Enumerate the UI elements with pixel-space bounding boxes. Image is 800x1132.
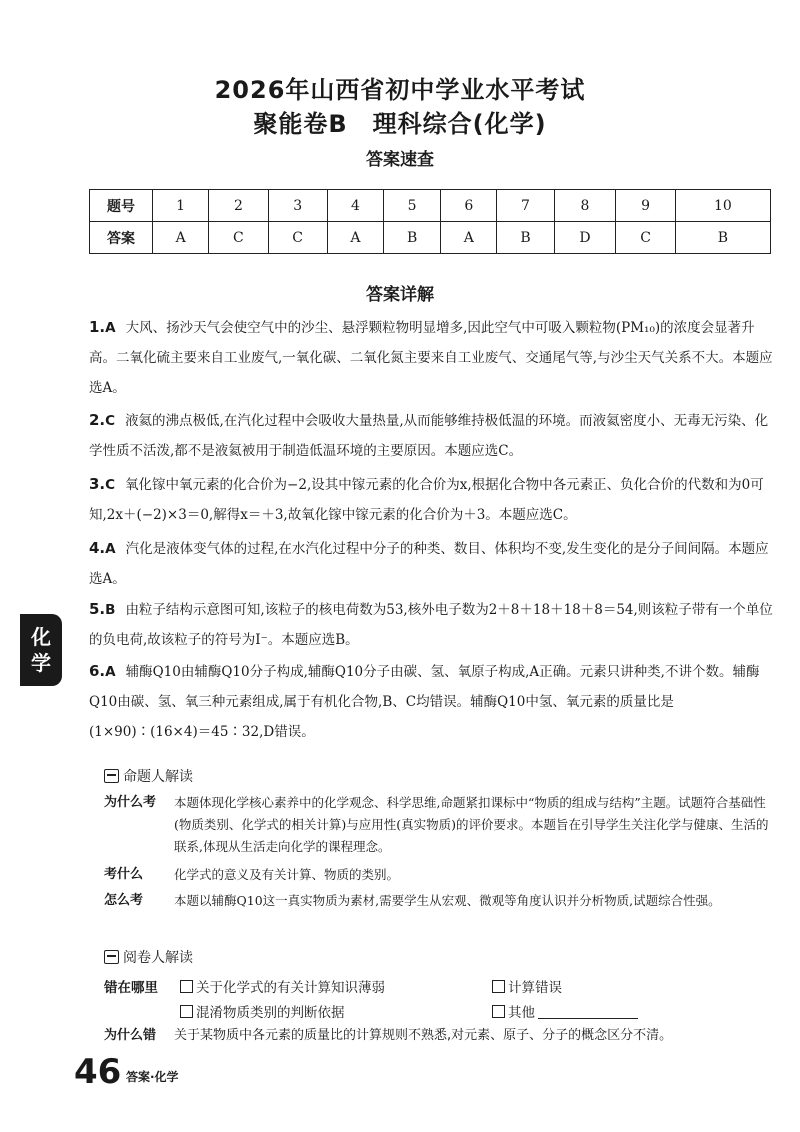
answer-table — [89, 189, 771, 254]
explanation-text: 氧化镓中氧元素的化合价为−2,设其中镓元素的化合价为x,根据化合物中各元素正、负化合价的代数和为0可知,2x＋(−2)×3＝0,解得x＝＋3,故氧化镓中镓元素的化合价为＋3。本题应选C。 — [89, 477, 764, 523]
answer-explanation-1 — [89, 312, 779, 403]
option-label: 其他 — [508, 1005, 535, 1021]
answer-cell: C — [616, 222, 675, 254]
question-answer: C — [105, 477, 116, 493]
error-reason-label: 为什么错 — [104, 1028, 157, 1043]
question-number-cell: 10 — [675, 190, 770, 222]
notepad-icon — [104, 950, 119, 964]
answer-explanation-2 — [89, 405, 779, 466]
question-number-cell: 5 — [384, 190, 441, 222]
answer-cell: B — [675, 222, 770, 254]
option-label: 计算错误 — [508, 980, 562, 996]
error-option-other[interactable] — [492, 1001, 638, 1021]
question-number: 3. — [89, 475, 106, 493]
question-number-cell: 8 — [554, 190, 616, 222]
question-number: 2. — [89, 411, 106, 429]
question-number-cell: 3 — [268, 190, 327, 222]
explanation-text: 大风、扬沙天气会使空气中的沙尘、悬浮颗粒物明显增多,因此空气中可吸入颗粒物(PM₁₀)的浓度会显著升高。二氧化硫主要来自工业废气,一氧化碳、二氧化氮主要来自工业废气、交通尾气等,与沙尘天气关系不大。本题应选A。 — [89, 320, 773, 396]
answer-explanation-4 — [89, 533, 779, 594]
option-label: 关于化学式的有关计算知识薄弱 — [196, 980, 385, 996]
answer-cell: A — [153, 222, 209, 254]
grader-notes-heading — [104, 947, 193, 967]
exam-title: 2026年山西省初中学业水平考试 — [214, 76, 586, 104]
answer-cell: A — [441, 222, 497, 254]
footer-label: 答案·化学 — [126, 1070, 179, 1084]
question-row-label: 题号 — [90, 190, 153, 222]
note-text: 化学式的意义及有关计算、物质的类别。 — [174, 867, 400, 882]
question-number-cell: 1 — [153, 190, 209, 222]
checkbox-icon — [492, 980, 505, 993]
setter-notes-title: 命题人解读 — [123, 769, 193, 785]
question-number-cell: 2 — [209, 190, 268, 222]
error-reason-text: 关于某物质中各元素的质量比的计算规则不熟悉,对元素、原子、分子的概念区分不清。 — [174, 1028, 673, 1043]
question-number: 5. — [89, 600, 106, 618]
checkbox-icon — [492, 1005, 505, 1018]
error-location-label: 错在哪里 — [104, 980, 158, 996]
other-blank-field[interactable] — [538, 1004, 638, 1019]
page-number: 46 — [74, 1052, 122, 1092]
setter-notes-heading — [104, 766, 193, 786]
answer-cell: C — [268, 222, 327, 254]
answer-explanation-3 — [89, 469, 779, 530]
answer-explanation-6 — [89, 656, 779, 747]
setter-note-what — [104, 864, 774, 886]
answer-detail-heading: 答案详解 — [366, 285, 434, 305]
note-label: 考什么 — [104, 867, 144, 882]
side-tab-char-1: 化 — [31, 625, 51, 649]
note-text: 本题体现化学核心素养中的化学观念、科学思维,命题紧扣课标中“物质的组成与结构”主题。试题符合基础性(物质类别、化学式的相关计算)与应用性(真实物质)的评价要求。本题旨在引导学生关注化学与健康、生活的联系,体现从生活走向化学的课程理念。 — [174, 795, 769, 854]
question-number-cell: 7 — [497, 190, 554, 222]
question-answer: A — [105, 541, 116, 557]
grader-notes-title: 阅卷人解读 — [123, 950, 193, 966]
subject-side-tab — [20, 614, 62, 686]
question-number-row — [90, 190, 771, 222]
error-option-calculation-error[interactable] — [492, 976, 562, 996]
checkbox-icon — [180, 1005, 193, 1018]
error-option-classification[interactable] — [180, 1001, 345, 1021]
error-option-calculation-knowledge[interactable] — [180, 976, 385, 996]
question-number-cell: 6 — [441, 190, 497, 222]
answer-cell: B — [384, 222, 441, 254]
answer-row — [90, 222, 771, 254]
question-number-cell: 9 — [616, 190, 675, 222]
question-number: 4. — [89, 539, 106, 557]
answer-cell: C — [209, 222, 268, 254]
note-label: 为什么考 — [104, 795, 157, 810]
checkbox-icon — [180, 980, 193, 993]
error-reason-row — [104, 1025, 774, 1047]
question-answer: A — [105, 320, 116, 336]
quick-answers-heading: 答案速查 — [366, 150, 434, 170]
answer-row-label: 答案 — [90, 222, 153, 254]
note-text: 本题以辅酶Q10这一真实物质为素材,需要学生从宏观、微观等角度认识并分析物质,试题综合性强。 — [174, 893, 721, 908]
setter-note-how — [104, 890, 774, 912]
side-tab-char-2: 学 — [31, 651, 51, 675]
explanation-text: 辅酶Q10由辅酶Q10分子构成,辅酶Q10分子由碳、氢、氧原子构成,A正确。元素只讲种类,不讲个数。辅酶Q10由碳、氢、氧三种元素组成,属于有机化合物,B、C均错误。辅酶Q10中氢、氧元素的质量比是(1×90)∶(16×4)＝45∶32,D错误。 — [89, 664, 760, 740]
answer-cell: B — [497, 222, 554, 254]
question-number-cell: 4 — [327, 190, 383, 222]
question-answer: B — [105, 602, 116, 618]
answer-cell: A — [327, 222, 383, 254]
exam-subtitle: 聚能卷B 理科综合(化学) — [253, 110, 547, 138]
explanation-text: 由粒子结构示意图可知,该粒子的核电荷数为53,核外电子数为2＋8＋18＋18＋8＝54,则该粒子带有一个单位的负电荷,故该粒子的符号为I⁻。本题应选B。 — [89, 602, 773, 648]
setter-note-why — [104, 792, 774, 858]
notepad-icon — [104, 769, 119, 783]
answer-explanation-5 — [89, 594, 779, 655]
answer-cell: D — [554, 222, 616, 254]
question-number: 1. — [89, 318, 106, 336]
question-answer: A — [105, 664, 116, 680]
explanation-text: 液氦的沸点极低,在汽化过程中会吸收大量热量,从而能够维持极低温的环境。而液氦密度小、无毒无污染、化学性质不活泼,都不是液氦被用于制造低温环境的主要原因。本题应选C。 — [89, 413, 769, 459]
explanation-text: 汽化是液体变气体的过程,在水汽化过程中分子的种类、数目、体积均不变,发生变化的是分子间间隔。本题应选A。 — [89, 541, 769, 587]
option-label: 混淆物质类别的判断依据 — [196, 1005, 345, 1021]
note-label: 怎么考 — [104, 893, 144, 908]
question-number: 6. — [89, 662, 106, 680]
question-answer: C — [105, 413, 116, 429]
